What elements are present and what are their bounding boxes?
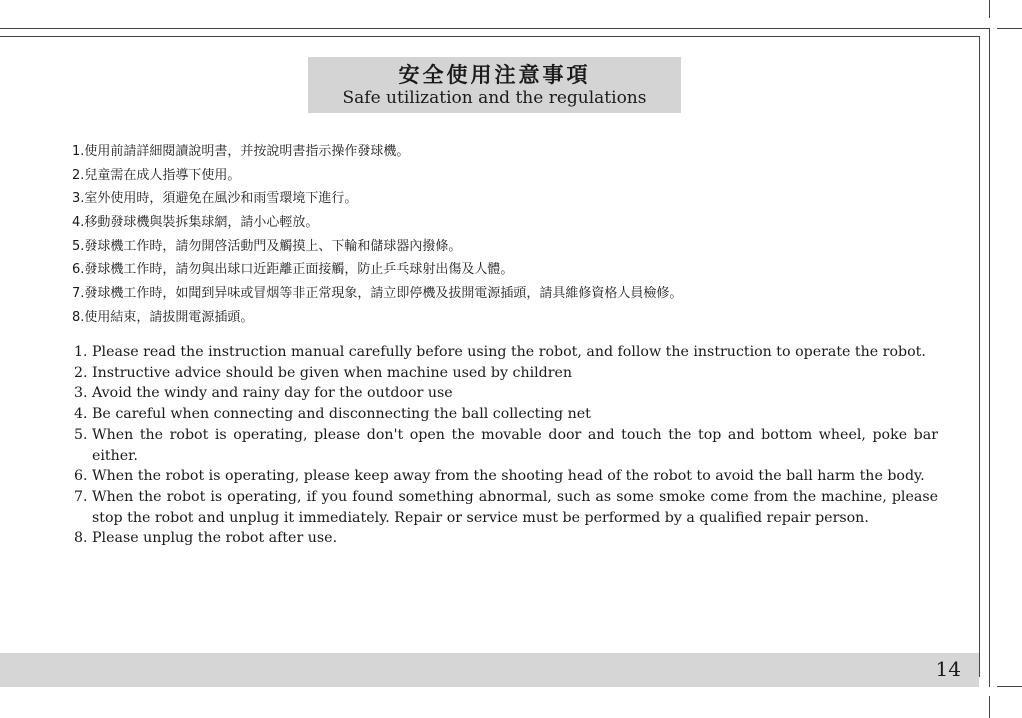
title-english: Safe utilization and the regulations — [342, 88, 647, 108]
item-number: 2. — [74, 364, 88, 381]
item-number: 2. — [72, 167, 85, 183]
item-text: 發球機工作時，如聞到异味或冒烟等非正常現象，請立即停機及拔開電源插頭，請具維修資格人員檢修。 — [84, 286, 683, 302]
item-text: 兒童需在成人指導下使用。 — [84, 167, 241, 183]
list-item — [72, 306, 952, 330]
item-text: Avoid the windy and rainy day for the outdoor use — [92, 385, 453, 402]
crop-mark — [989, 696, 990, 718]
item-text: When the robot is operating, please don't open the movable door and touch the top and bottom wheel, poke bar either. — [92, 426, 938, 464]
item-text: When the robot is operating, if you found something abnormal, such as some smoke come from the machine, please stop the robot and unplug it immediately. Repair or service must be performed by a qualified repair person. — [92, 488, 938, 526]
list-item — [72, 282, 952, 306]
item-number: 7. — [74, 488, 88, 505]
list-item — [74, 466, 938, 487]
english-instructions-list — [74, 342, 938, 549]
item-text: Instructive advice should be given when machine used by children — [92, 364, 573, 381]
crop-mark — [997, 28, 1022, 29]
chinese-instructions-list — [72, 140, 952, 330]
list-item — [72, 235, 952, 259]
list-item — [74, 383, 938, 404]
list-item — [74, 528, 938, 549]
title-box — [308, 57, 681, 113]
item-number: 7. — [72, 286, 85, 302]
list-item — [74, 363, 938, 384]
item-number: 5. — [72, 238, 85, 254]
list-item — [72, 164, 952, 188]
list-item — [74, 487, 938, 528]
item-number: 5. — [74, 426, 88, 443]
item-text: 使用結束，請拔開電源插頭。 — [84, 309, 254, 325]
item-text: Please read the instruction manual carefully before using the robot, and follow the instruction to operate the robot. — [92, 344, 926, 360]
list-item — [72, 211, 952, 235]
list-item — [72, 258, 952, 282]
item-text: 移動發球機與裝拆集球網，請小心輕放。 — [84, 215, 319, 231]
item-number: 3. — [72, 191, 85, 207]
item-number: 4. — [74, 406, 88, 423]
item-number: 6. — [74, 468, 88, 485]
item-number: 8. — [72, 309, 85, 325]
item-number: 1. — [74, 344, 88, 360]
item-text: Please unplug the robot after use. — [92, 530, 338, 547]
list-item — [74, 342, 938, 363]
title-chinese: 安全使用注意事項 — [398, 62, 591, 87]
item-text: 發球機工作時，請勿開啓活動門及觸摸上、下輪和儲球器內撥條。 — [84, 238, 462, 254]
item-text: 使用前請詳細閱讀說明書，并按說明書指示操作發球機。 — [84, 144, 410, 159]
footer-band — [0, 653, 979, 687]
item-text: 室外使用時，須避免在風沙和雨雪環境下進行。 — [84, 191, 358, 207]
item-number: 6. — [72, 262, 85, 278]
list-item — [72, 140, 952, 164]
item-text: Be careful when connecting and disconnecting the ball collecting net — [92, 406, 591, 423]
item-number: 3. — [74, 385, 88, 402]
item-number: 1. — [72, 144, 85, 159]
crop-mark — [989, 0, 990, 18]
list-item — [74, 425, 938, 466]
page-number: 14 — [935, 657, 961, 681]
list-item — [74, 404, 938, 425]
item-number: 8. — [74, 530, 88, 547]
crop-mark — [997, 686, 1022, 687]
item-text: 發球機工作時，請勿與出球口近距離正面接觸，防止乒乓球射出傷及人體。 — [84, 262, 514, 278]
list-item — [72, 187, 952, 211]
item-number: 4. — [72, 215, 85, 231]
item-text: When the robot is operating, please keep away from the shooting head of the robot to avoid the ball harm the body. — [92, 468, 925, 485]
